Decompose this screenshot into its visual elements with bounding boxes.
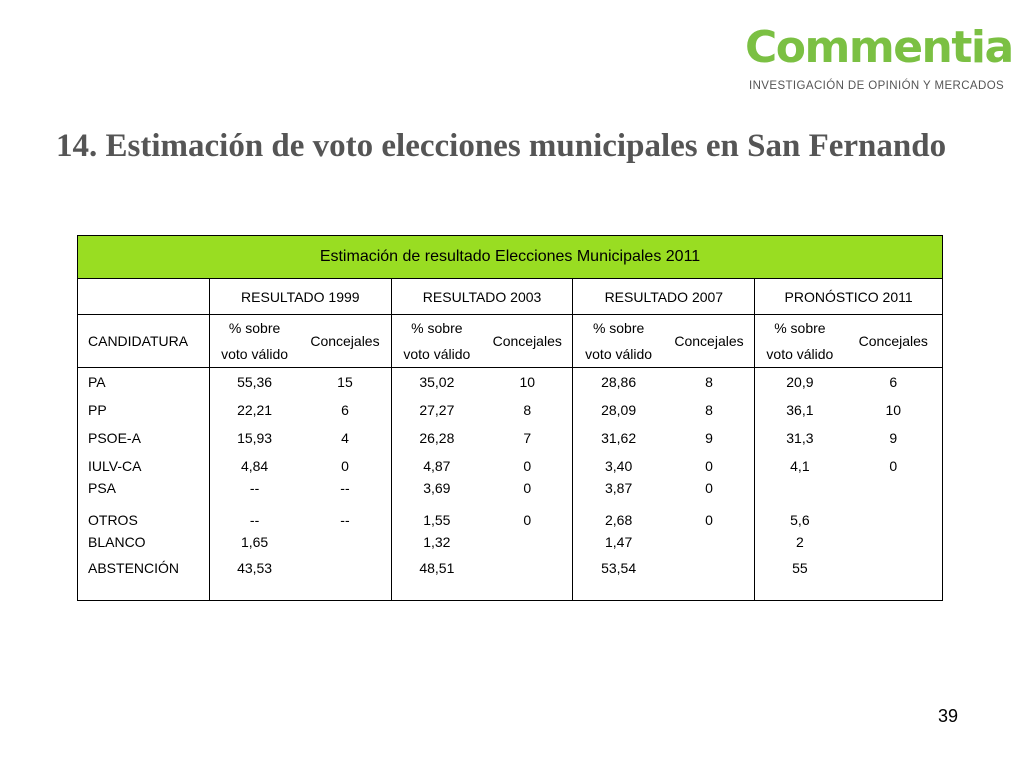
table-row [78,396,943,424]
pct-value-cell: 1,32 [391,534,482,560]
pct-value-cell: 2,68 [573,506,664,534]
pct-value-cell: 1,65 [209,534,299,560]
concejales-value-cell: 8 [523,402,532,418]
pct-label-line2: voto válido [585,346,653,362]
pct-value-cell: 35,02 [391,368,482,397]
concejales-value-cell: 0 [341,458,349,474]
candidate-name: OTROS [78,506,210,534]
table-row [78,506,943,534]
concejales-value-cell [845,506,943,534]
pct-value-cell: 4,1 [755,452,845,480]
table-title-row [78,236,943,279]
pct-value-cell: 22,21 [209,396,299,424]
concejales-value-cell: 15 [337,374,353,390]
pct-value-cell: 48,51 [391,560,482,601]
concejales-value-cell [482,560,573,601]
concejales-value-cell: 9 [845,424,943,452]
page-title: 14. Estimación de voto elecciones municipales en San Fernando [56,128,947,164]
logo-wordmark: Commentia [745,22,1013,73]
concejales-value-cell: -- [340,480,350,496]
pct-value-cell: 4,87 [391,452,482,480]
results-table [77,235,943,601]
page-number: 39 [938,706,959,726]
concejales-value-cell: 4 [341,430,349,446]
pct-value-cell [755,480,845,506]
sub-header-row [78,315,943,368]
pct-value-cell: 20,9 [755,368,845,397]
concejales-value-cell: 6 [341,402,349,418]
concejales-value-cell: 8 [705,402,713,418]
concejales-value-cell: 10 [519,374,536,390]
pct-value-cell: 28,09 [573,396,664,424]
table-row [78,452,943,480]
concejales-value-cell [664,534,755,560]
table-row [78,534,943,560]
pct-label-line1: % sobre [774,320,826,336]
candidate-name: ABSTENCIÓN [78,560,210,601]
concejales-value-cell: 0 [523,480,532,496]
pct-value-cell: -- [209,480,299,506]
pct-value-cell: 55 [755,560,845,601]
commentia-logo [745,22,1013,98]
table-title: Estimación de resultado Elecciones Municipales 2011 [78,236,943,279]
concejales-value-cell: 10 [845,396,943,424]
concejales-value-cell: 8 [705,374,713,390]
pct-header-2007 [573,315,664,368]
concejales-header-2003: Concejales [482,315,573,368]
pct-label-line1: % sobre [592,320,645,336]
concejales-value-cell [845,560,943,601]
candidate-name: PSOE-A [78,424,210,452]
pct-value-cell: 43,53 [209,560,299,601]
concejales-value-cell: 0 [523,458,532,474]
pct-value-cell: 53,54 [573,560,664,601]
pct-value-cell: 3,40 [573,452,664,480]
pct-value-cell: 2 [755,534,845,560]
pct-value-cell: 31,3 [755,424,845,452]
concejales-header-2011: Concejales [845,315,943,368]
concejales-value-cell: 0 [705,458,713,474]
group-header-2003: RESULTADO 2003 [391,279,573,315]
group-header-2007: RESULTADO 2007 [573,279,755,315]
concejales-value-cell [664,560,755,601]
pct-value-cell: 4,84 [209,452,299,480]
table-body [78,368,943,601]
concejales-value-cell: 7 [523,430,532,446]
concejales-value-cell: 0 [705,480,713,496]
pct-header-2011 [755,315,845,368]
pct-value-cell: 31,62 [573,424,664,452]
pct-label-line2: voto válido [766,346,834,362]
concejales-value-cell [299,534,391,560]
pct-header-2003 [391,315,482,368]
pct-value-cell: 27,27 [391,396,482,424]
concejales-value-cell: 9 [705,430,713,446]
pct-value-cell: 55,36 [209,368,299,397]
candidatura-header: CANDIDATURA [78,315,210,368]
pct-value-cell: 1,47 [573,534,664,560]
pct-value-cell: 26,28 [391,424,482,452]
table-row [78,368,943,397]
candidate-name: PP [78,396,210,424]
group-header-2011: PRONÓSTICO 2011 [755,279,943,315]
table-row [78,424,943,452]
pct-value-cell: 5,6 [755,506,845,534]
concejales-value-cell: 6 [845,368,943,397]
candidate-name: IULV-CA [78,452,210,480]
pct-value-cell: 15,93 [209,424,299,452]
pct-label-line1: % sobre [411,320,463,336]
candidate-name: PSA [78,480,210,506]
concejales-value-cell [299,560,391,601]
pct-label-line1: % sobre [228,320,281,336]
concejales-value-cell [845,480,943,506]
concejales-value-cell: 0 [523,512,532,528]
pct-value-cell: 1,55 [391,506,482,534]
concejales-value-cell: 0 [705,512,713,528]
table-row [78,560,943,601]
group-header-row [78,279,943,315]
pct-value-cell: 3,69 [391,480,482,506]
pct-value-cell: -- [209,506,299,534]
pct-value-cell: 28,86 [573,368,664,397]
candidate-name: BLANCO [78,534,210,560]
logo-tagline: INVESTIGACIÓN DE OPINIÓN Y MERCADOS [749,80,1005,92]
table-row [78,480,943,506]
candidate-name: PA [78,368,210,397]
pct-value-cell: 36,1 [755,396,845,424]
concejales-header-2007: Concejales [664,315,755,368]
concejales-header-1999: Concejales [299,315,391,368]
concejales-value-cell: 0 [845,452,943,480]
pct-label-line2: voto válido [221,346,289,362]
pct-label-line2: voto válido [403,346,471,362]
pct-header-1999 [209,315,299,368]
group-header-1999: RESULTADO 1999 [209,279,391,315]
empty-header-cell [78,279,210,315]
concejales-value-cell: -- [340,512,350,528]
pct-value-cell: 3,87 [573,480,664,506]
concejales-value-cell [845,534,943,560]
concejales-value-cell [482,534,573,560]
